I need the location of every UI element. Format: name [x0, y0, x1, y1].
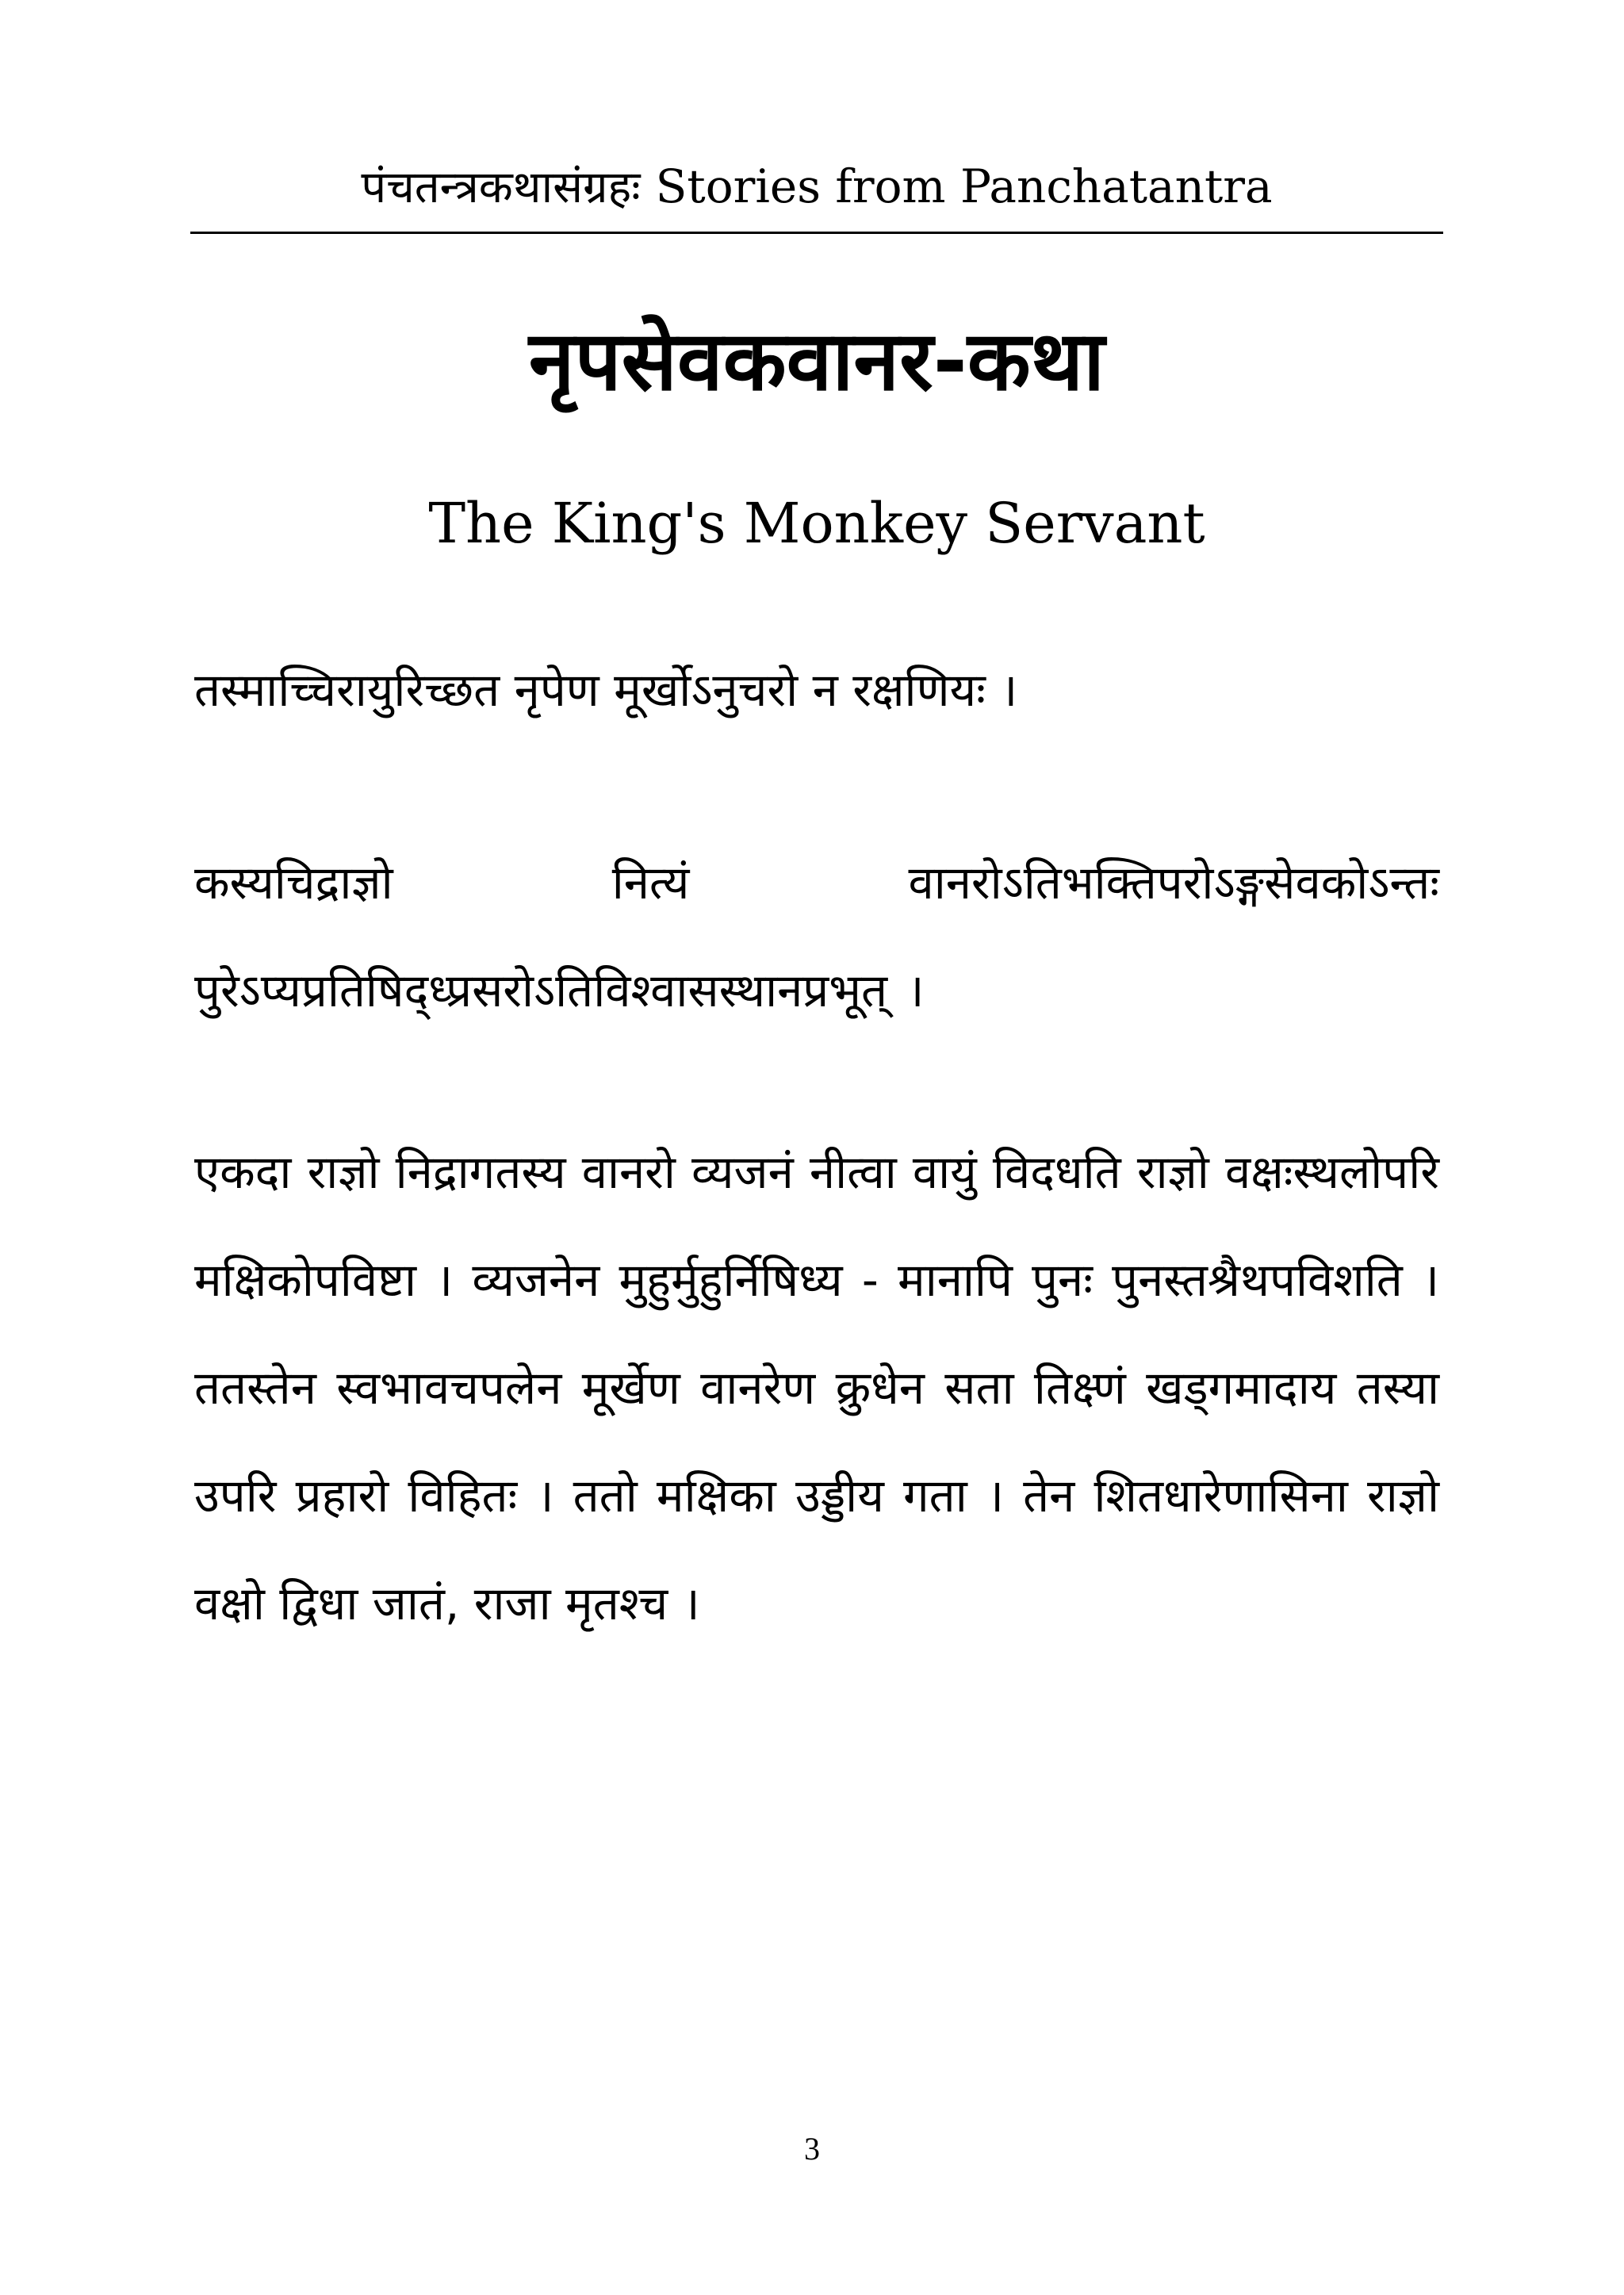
paragraph-2: कस्यचिद्राज्ञो नित्यं वानरोऽतिभक्तिपरोऽङ्गसेवकोऽन्तः पुरेऽप्यप्रतिषिद्ध्प्रसरोऽतिविश्वासस्थानप्रभूत् । — [194, 856, 1439, 1017]
header-english: Stories from Panchatantra — [655, 159, 1273, 213]
running-header — [190, 143, 1443, 230]
story-subtitle: The King's Monkey Servant — [428, 491, 1205, 556]
header-devanagari: पंचतन्त्रकथासंग्रहः — [361, 162, 641, 213]
story-title: नृपसेवकवानर-कथा — [528, 312, 1105, 409]
paragraph-3: एकदा राज्ञो निद्रागतस्य वानरो व्यजनं नीत्वा वायुं विदधति राज्ञो वक्षःस्थलोपरि मक्षिकोपविष्टा । व्यजनेन मुहुर्मुहुर्निषिध्य - मानापि पुनः पुनस्तश्रैथपविशति । ततस्तेन स्वभावचपलेन मूर्खेण वानरेण क्रुधेन सता तिक्ष्णं खड्गमादाय तस्या उपरि प्रहारो विहितः । ततो मक्षिका उड्डीय गता । तेन शितधारेणासिना राज्ञो वक्षो द्विधा जातं, राजा मृतश्च । — [194, 1145, 1439, 1630]
page-number: 3 — [804, 2131, 820, 2167]
header-divider — [190, 232, 1443, 234]
paragraph-1: तस्माच्चिरायुरिच्छत नृपेण मूर्खोऽनुचरो न रक्षणियः । — [194, 663, 1018, 717]
